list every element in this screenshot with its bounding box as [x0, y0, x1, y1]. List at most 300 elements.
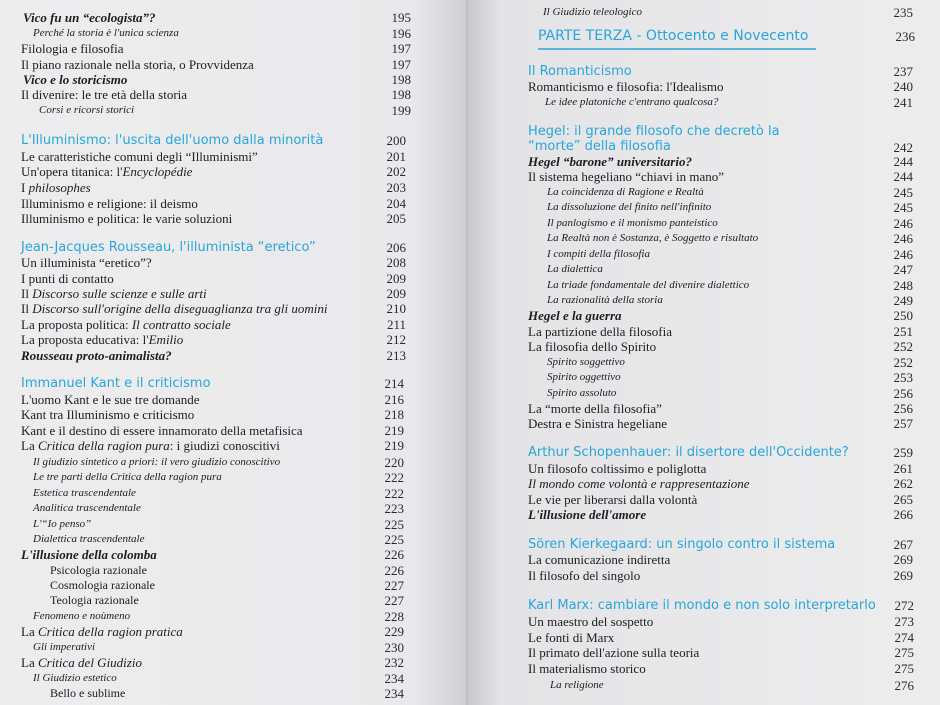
toc-entry-illuminismo-e-politica-le-varie-soluzion [0, 211, 406, 227]
toc-entry-la-coincidenza-di-ragione-e-realta [468, 185, 913, 201]
toc-entry-title-segment: I punti di contatto [21, 271, 114, 286]
toc-entry-l-uomo-kant-e-le-sue-tre-domande [0, 392, 404, 408]
toc-entry-illuminismo-e-religione-il-deismo [0, 196, 406, 212]
toc-page-number: 225 [384, 532, 404, 547]
toc-entry-title [21, 240, 316, 255]
toc-page-number: 251 [893, 324, 913, 339]
toc-page-number: 216 [384, 392, 404, 407]
toc-entry-title-segment: L'illusione della colomba [21, 547, 157, 562]
toc-page-number: 266 [893, 507, 913, 522]
toc-entry-title [21, 624, 183, 639]
toc-entry-title [547, 293, 663, 308]
toc-entry-title [33, 671, 117, 686]
toc-entry-title [528, 445, 849, 460]
toc-entry-title-segment: Le fonti di Marx [528, 630, 615, 645]
toc-entry-title-segment: Un filosofo coltissimo e poliglotta [528, 461, 707, 476]
toc-entry-title-segment: : i giudizi conoscitivi [169, 438, 280, 453]
part-heading-underline [538, 48, 816, 50]
toc-page-number: 234 [384, 671, 404, 686]
toc-entry-title-segment: L'Illuminismo: l'uscita dell'uomo dalla minorità [21, 133, 324, 148]
toc-entry-filologia-e-filosofia [0, 41, 411, 57]
toc-entry-rousseau-proto-animalista [0, 348, 406, 364]
toc-entry-title-segment: La [21, 438, 38, 453]
toc-entry-title-segment: Hegel: il grande filosofo che decretò la “morte” della filosofia [528, 124, 780, 154]
toc-entry-title-segment: Il Giudizio teleologico [543, 6, 642, 18]
toc-page-number: 208 [386, 255, 406, 270]
toc-entry-l-illusione-dell-amore [468, 507, 913, 523]
toc-entry-bello-e-sublime [0, 686, 404, 702]
toc-entry-title-segment: L'“Io penso” [33, 518, 92, 530]
toc-entry-title [33, 501, 141, 516]
toc-entry-title-segment: Discorso sulle scienze e sulle arti [32, 286, 207, 301]
toc-entry-la-triade-fondamentale-del-divenire-dial [468, 278, 913, 294]
right-page [468, 0, 940, 705]
toc-entry-la-morte-della-filosofia [468, 401, 913, 417]
toc-entry-title-segment: Romanticismo e filosofia: l'Idealismo [528, 79, 724, 94]
toc-entry-title-segment: Il panlogismo e il monismo panteistico [547, 217, 718, 229]
toc-entry-title [528, 308, 622, 323]
toc-entry-title-segment: Gli imperativi [33, 641, 96, 653]
toc-page-number: 246 [893, 216, 913, 231]
toc-page-number: 244 [893, 154, 913, 169]
toc-entry-title [547, 247, 650, 262]
toc-page-number: 232 [384, 655, 404, 670]
toc-page-number: 235 [893, 5, 913, 20]
toc-entry-analitica-trascendentale [0, 501, 404, 517]
toc-page-number: 234 [384, 686, 404, 701]
toc-entry-title-segment: Psicologia razionale [50, 563, 147, 577]
toc-entry-perche-la-storia-e-l-unica-scienza [0, 26, 411, 42]
toc-entry-le-idee-platoniche-c-entrano-qualcosa [468, 95, 913, 111]
toc-entry-le-caratteristiche-comuni-degli-illumini [0, 149, 406, 165]
toc-entry-destra-e-sinistra-hegeliane [468, 416, 913, 432]
toc-page-number: 237 [893, 64, 913, 79]
toc-page-number: 252 [893, 339, 913, 354]
toc-page-number: 212 [386, 332, 406, 347]
toc-entry-title-segment: PARTE TERZA - Ottocento e Novecento [538, 28, 809, 44]
toc-entry-title [528, 661, 646, 676]
toc-page-number: 247 [893, 262, 913, 277]
toc-entry-title [528, 324, 672, 339]
toc-entry-title-segment: Spirito oggettivo [547, 371, 621, 383]
toc-entry-fenomeno-e-noumeno [0, 609, 404, 625]
toc-page-number: 219 [384, 423, 404, 438]
toc-entry-title [33, 486, 136, 501]
toc-entry-title-segment: Perché la storia è l'unica scienza [33, 27, 179, 39]
toc-entry-la-dissoluzione-del-finito-nell-infinito [468, 200, 913, 216]
toc-entry-vico-fu-un-ecologista [0, 10, 411, 26]
toc-entry-title-segment: Corsi e ricorsi storici [39, 104, 135, 116]
toc-entry-teologia-razionale [0, 593, 404, 609]
toc-entry-title [21, 271, 114, 286]
toc-entry-title-segment: Il [21, 301, 33, 316]
toc-entry-la-critica-della-ragion-pura-i-giudizi-c [0, 438, 404, 454]
toc-entry-title-segment: Rousseau proto-animalista? [21, 348, 172, 363]
toc-entry-title [33, 640, 95, 655]
toc-entry-title-segment: La Realtà non è Sostanza, è Soggetto e risultato [547, 232, 759, 244]
toc-entry-title-segment: Sören Kierkegaard: un singolo contro il sistema [528, 537, 836, 552]
toc-entry-title [33, 517, 91, 532]
toc-entry-title-segment: Vico fu un “ecologista”? [23, 10, 156, 25]
toc-entry-il-giudizio-sintetico-a-priori-il-vero-g [0, 455, 404, 471]
toc-entry-le-vie-per-liberarsi-dalla-volonta [468, 492, 913, 508]
toc-entry-title-segment: Un maestro del sospetto [528, 614, 654, 629]
toc-entry-kant-tra-illuminismo-e-criticismo [0, 407, 404, 423]
toc-entry-la-critica-della-ragion-pratica [0, 624, 404, 640]
toc-entry-vico-e-lo-storicismo [0, 72, 411, 88]
toc-entry-title [528, 492, 697, 507]
toc-page-number: 256 [893, 386, 913, 401]
toc-page-number: 225 [384, 517, 404, 532]
toc-entry-title-segment: L'uomo Kant e le sue tre domande [21, 392, 200, 407]
toc-entry-title [528, 507, 646, 522]
toc-entry-title [528, 614, 653, 629]
toc-page-number: 200 [386, 133, 406, 148]
toc-entry-title-segment: Un'opera titanica: l' [21, 164, 123, 179]
toc-entry-il-piano-razionale-nella-storia-o-provvi [0, 57, 411, 73]
toc-entry-title-segment: Illuminismo e politica: le varie soluzioni [21, 211, 233, 226]
toc-entry-title-segment: Il [21, 286, 33, 301]
toc-entry-title-segment: Il contratto sociale [131, 317, 231, 332]
toc-entry-title-segment: Le caratteristiche comuni degli “Illuminismi” [21, 149, 258, 164]
toc-page-number: 246 [893, 231, 913, 246]
toc-entry-title [21, 255, 152, 270]
toc-page-number: 201 [386, 149, 406, 164]
toc-entry-title-segment: Kant e il destino di essere innamorato della metafisica [21, 423, 303, 438]
chapter-heading-soren-kierkegaard-un-singolo-contro-il-s [468, 537, 913, 553]
toc-entry-title-segment: La triade fondamentale del divenire dialettico [547, 279, 750, 291]
toc-entry-title-segment: La “morte della filosofia” [528, 401, 662, 416]
toc-entry-il-mondo-come-volonta-e-rappresentazione [468, 476, 913, 492]
toc-entry-title [547, 386, 616, 401]
toc-entry-spirito-oggettivo [468, 370, 913, 386]
toc-entry-title-segment: La razionalità della storia [547, 294, 663, 306]
toc-entry-title [528, 79, 724, 94]
toc-entry-title-segment: Critica del Giudizio [37, 655, 142, 670]
toc-entry-title [50, 578, 155, 593]
toc-page-number: 245 [893, 200, 913, 215]
toc-entry-title [538, 29, 808, 44]
toc-entry-title [21, 211, 232, 226]
toc-page-number: 249 [893, 293, 913, 308]
toc-entry-le-tre-parti-della-critica-della-ragion- [0, 470, 404, 486]
toc-entry-title [528, 64, 632, 79]
toc-entry-la-proposta-educativa-l-emilio [0, 332, 406, 348]
toc-entry-la-partizione-della-filosofia [468, 324, 913, 340]
toc-entry-title [21, 376, 211, 391]
toc-entry-title [33, 470, 222, 485]
toc-entry-title [528, 401, 662, 416]
toc-entry-title-segment: Fenomeno e noùmeno [33, 610, 131, 622]
toc-entry-title [21, 655, 142, 670]
toc-entry-title-segment: Le vie per liberarsi dalla volontà [528, 492, 698, 507]
toc-entry-title-segment: philosophes [28, 180, 91, 195]
toc-entry-title-segment: Emilio [148, 332, 184, 347]
toc-entry-title-segment: La comunicazione indiretta [528, 552, 671, 567]
toc-entry-il-materialismo-storico [468, 661, 914, 677]
toc-page-number: 210 [386, 301, 406, 316]
toc-entry-title [50, 563, 147, 578]
toc-entry-title [21, 332, 183, 347]
toc-entry-title-segment: La [21, 624, 38, 639]
toc-entry-title-segment: L'illusione dell'amore [528, 507, 647, 522]
toc-page-number: 241 [893, 95, 913, 110]
toc-page-number: 259 [893, 445, 913, 460]
toc-entry-l-io-penso [0, 517, 404, 533]
toc-entry-title [21, 164, 192, 179]
toc-page-number: 211 [386, 317, 406, 332]
toc-entry-title [21, 547, 157, 562]
toc-page-number: 269 [893, 552, 913, 567]
toc-page-number: 199 [391, 103, 411, 118]
toc-entry-title [21, 149, 258, 164]
toc-entry-le-fonti-di-marx [468, 630, 914, 646]
toc-entry-title-segment: Estetica trascendentale [33, 487, 136, 499]
toc-entry-title [547, 216, 718, 231]
toc-entry-hegel-barone-universitario [468, 154, 913, 170]
toc-entry-title [50, 686, 125, 701]
toc-entry-title-segment: La coincidenza di Ragione e Realtà [547, 186, 704, 198]
chapter-heading-jean-jacques-rousseau-l-illuminista-eret [0, 240, 406, 256]
toc-entry-title-segment: La [21, 655, 38, 670]
toc-page-number: 195 [391, 10, 411, 25]
toc-entry-hegel-e-la-guerra [468, 308, 913, 324]
toc-entry-title-segment: La proposta politica: [21, 317, 132, 332]
toc-entry-i-compiti-della-filosofia [468, 247, 913, 263]
toc-entry-title [21, 196, 198, 211]
toc-entry-kant-e-il-destino-di-essere-innamorato-d [0, 423, 404, 439]
toc-entry-title-segment: I compiti della filosofia [547, 248, 650, 260]
chapter-heading-hegel-il-grande-filosofo-che-decreto-la- [468, 124, 913, 156]
toc-entry-title [21, 348, 172, 363]
toc-entry-la-critica-del-giudizio [0, 655, 404, 671]
toc-entry-il-divenire-le-tre-eta-della-storia [0, 87, 411, 103]
toc-entry-la-realta-non-e-sostanza-e-soggetto-e-ri [468, 231, 913, 247]
toc-page-number: 227 [384, 578, 404, 593]
toc-entry-romanticismo-e-filosofia-l-idealismo [468, 79, 913, 95]
toc-page-number: 230 [384, 640, 404, 655]
toc-page-number: 275 [894, 661, 914, 676]
toc-entry-title [39, 103, 134, 118]
toc-entry-title [33, 455, 280, 470]
toc-entry-la-filosofia-dello-spirito [468, 339, 913, 355]
toc-entry-il-giudizio-teleologico [468, 5, 913, 21]
chapter-heading-immanuel-kant-e-il-criticismo [0, 376, 404, 392]
toc-page-number: 265 [893, 492, 913, 507]
toc-page-number: 261 [893, 461, 913, 476]
toc-entry-title [528, 154, 692, 169]
toc-entry-title-segment: Critica della ragion pura [37, 438, 170, 453]
toc-entry-title [33, 26, 179, 41]
toc-page-number: 223 [384, 501, 404, 516]
toc-entry-title-segment: Hegel “barone” universitario? [528, 154, 692, 169]
toc-entry-il-giudizio-estetico [0, 671, 404, 687]
toc-entry-spirito-assoluto [468, 386, 913, 402]
toc-entry-title [528, 537, 835, 552]
toc-entry-title [23, 10, 156, 25]
toc-entry-la-dialettica [468, 262, 913, 278]
toc-entry-title-segment: La partizione della filosofia [528, 324, 673, 339]
toc-page-number: 229 [384, 624, 404, 639]
toc-entry-title [21, 392, 200, 407]
toc-entry-title [528, 339, 656, 354]
toc-entry-title-segment: Il Romanticismo [528, 64, 632, 79]
toc-entry-title-segment: I [21, 180, 29, 195]
toc-page-number: 253 [893, 370, 913, 385]
chapter-heading-karl-marx-cambiare-il-mondo-e-non-solo-i [468, 598, 914, 614]
toc-page-number: 197 [391, 57, 411, 72]
toc-entry-title-segment: Il primato dell'azione sulla teoria [528, 645, 700, 660]
toc-entry-title-segment: La dissoluzione del finito nell'infinito [547, 201, 712, 213]
toc-page-number: 272 [894, 598, 914, 613]
toc-entry-title-segment: Illuminismo e religione: il deismo [21, 196, 198, 211]
toc-entry-title [545, 95, 718, 110]
toc-page-number: 209 [386, 271, 406, 286]
toc-entry-title-segment: Spirito soggettivo [547, 356, 625, 368]
toc-entry-title [547, 262, 603, 277]
toc-page-number: 198 [391, 87, 411, 102]
toc-page-number: 267 [893, 537, 913, 552]
toc-entry-title-segment: Cosmologia razionale [50, 578, 155, 592]
toc-entry-title [528, 169, 724, 184]
toc-entry-title [547, 278, 749, 293]
toc-entry-title [50, 593, 139, 608]
toc-entry-corsi-e-ricorsi-storici [0, 103, 411, 119]
toc-entry-title [21, 87, 187, 102]
toc-entry-title [547, 231, 758, 246]
toc-entry-estetica-trascendentale [0, 486, 404, 502]
toc-page-number: 196 [391, 26, 411, 41]
toc-entry-title-segment: Il piano razionale nella storia, o Provvidenza [21, 57, 254, 72]
toc-page-number: 257 [893, 416, 913, 431]
toc-entry-title [21, 41, 124, 56]
toc-entry-l-illusione-della-colomba [0, 547, 404, 563]
toc-page-number: 262 [893, 476, 913, 491]
toc-entry-il-sistema-hegeliano-chiavi-in-mano [468, 169, 913, 185]
toc-page-number: 244 [893, 169, 913, 184]
toc-page-number: 273 [894, 614, 914, 629]
toc-entry-title-segment: Il sistema hegeliano “chiavi in mano” [528, 169, 725, 184]
toc-entry-title-segment: Il giudizio sintetico a priori: il vero giudizio conoscitivo [33, 456, 281, 468]
toc-entry-title-segment: Le tre parti della Critica della ragion pura [33, 471, 222, 483]
toc-entry-title-segment: Il divenire: le tre età della storia [21, 87, 188, 102]
toc-page-number: 209 [386, 286, 406, 301]
toc-entry-title-segment: La religione [550, 679, 604, 691]
toc-entry-title-segment: Il mondo come volontà e rappresentazione [528, 476, 750, 491]
toc-entry-title [550, 678, 604, 693]
toc-entry-title-segment: Teologia razionale [50, 593, 139, 607]
toc-page-number: 226 [384, 563, 404, 578]
toc-entry-il-panlogismo-e-il-monismo-panteistico [468, 216, 913, 232]
toc-page-number: 269 [893, 568, 913, 583]
toc-page-number: 203 [386, 180, 406, 195]
toc-entry-title [21, 286, 207, 301]
toc-page-number: 213 [386, 348, 406, 363]
toc-entry-title [528, 552, 670, 567]
toc-page-number: 226 [384, 547, 404, 562]
toc-entry-il-discorso-sulle-scienze-e-sulle-arti [0, 286, 406, 302]
toc-entry-cosmologia-razionale [0, 578, 404, 594]
toc-entry-title-segment: Il materialismo storico [528, 661, 646, 676]
toc-entry-gli-imperativi [0, 640, 404, 656]
toc-entry-title [33, 532, 145, 547]
toc-entry-title [21, 57, 254, 72]
toc-entry-un-filosofo-coltissimo-e-poliglotta [468, 461, 913, 477]
toc-entry-la-comunicazione-indiretta [468, 552, 913, 568]
toc-page-number: 248 [893, 278, 913, 293]
toc-entry-title-segment: Spirito assoluto [547, 387, 617, 399]
toc-entry-title-segment: La proposta educativa: l' [21, 332, 149, 347]
toc-page-number: 214 [384, 376, 404, 391]
toc-entry-title-segment: Analitica trascendentale [33, 502, 141, 514]
toc-page-number: 227 [384, 593, 404, 608]
toc-entry-title-segment: Il filosofo del singolo [528, 568, 641, 583]
toc-page-number: 198 [391, 72, 411, 87]
toc-entry-la-razionalita-della-storia [468, 293, 913, 309]
toc-entry-title-segment: Arthur Schopenhauer: il disertore dell'Occidente? [528, 445, 849, 460]
toc-entry-title-segment: Immanuel Kant e il criticismo [21, 376, 211, 391]
toc-page-number: 220 [384, 455, 404, 470]
toc-page-number: 202 [386, 164, 406, 179]
toc-page-number: 252 [893, 355, 913, 370]
toc-page-number: 274 [894, 630, 914, 645]
toc-entry-title [33, 609, 130, 624]
toc-page-number: 242 [893, 140, 913, 155]
toc-entry-title [543, 5, 642, 20]
toc-entry-i-punti-di-contatto [0, 271, 406, 287]
toc-entry-psicologia-razionale [0, 563, 404, 579]
toc-page-number: 245 [893, 185, 913, 200]
toc-entry-title-segment: Filologia e filosofia [21, 41, 124, 56]
toc-entry-title-segment: Vico e lo storicismo [23, 72, 128, 87]
toc-page-number: 240 [893, 79, 913, 94]
toc-entry-un-illuminista-eretico [0, 255, 406, 271]
toc-entry-title [528, 476, 750, 491]
toc-entry-un-maestro-del-sospetto [468, 614, 914, 630]
toc-entry-title [21, 317, 231, 332]
toc-entry-title-segment: Jean-Jacques Rousseau, l'illuminista “eretico” [21, 240, 316, 255]
toc-entry-title [21, 301, 328, 316]
toc-entry-la-religione [468, 678, 914, 694]
toc-entry-title-segment: Critica della ragion pratica [37, 624, 183, 639]
toc-entry-title [528, 598, 876, 613]
toc-page-number: 276 [894, 678, 914, 693]
toc-entry-title [21, 180, 91, 195]
toc-entry-title [528, 630, 614, 645]
toc-page-number: 204 [386, 196, 406, 211]
toc-page-number: 250 [893, 308, 913, 323]
toc-entry-title-segment: Kant tra Illuminismo e criticismo [21, 407, 195, 422]
toc-page-number: 236 [895, 29, 915, 44]
toc-entry-title [21, 438, 280, 453]
toc-entry-il-filosofo-del-singolo [468, 568, 913, 584]
toc-page-number: 218 [384, 407, 404, 422]
toc-entry-title-segment: Destra e Sinistra hegeliane [528, 416, 667, 431]
toc-entry-title [547, 200, 711, 215]
toc-page-number: 222 [384, 470, 404, 485]
toc-entry-un-opera-titanica-l-encyclopedie [0, 164, 406, 180]
toc-entry-title [21, 407, 194, 422]
toc-entry-title [528, 568, 640, 583]
toc-entry-la-proposta-politica-il-contratto-social [0, 317, 406, 333]
toc-entry-spirito-soggettivo [468, 355, 913, 371]
toc-entry-title [21, 423, 303, 438]
toc-entry-title [528, 416, 667, 431]
toc-entry-title [528, 124, 818, 154]
toc-entry-title-segment: Un illuminista “eretico”? [21, 255, 152, 270]
toc-entry-title-segment: La dialettica [547, 263, 603, 275]
toc-page-number: 246 [893, 247, 913, 262]
